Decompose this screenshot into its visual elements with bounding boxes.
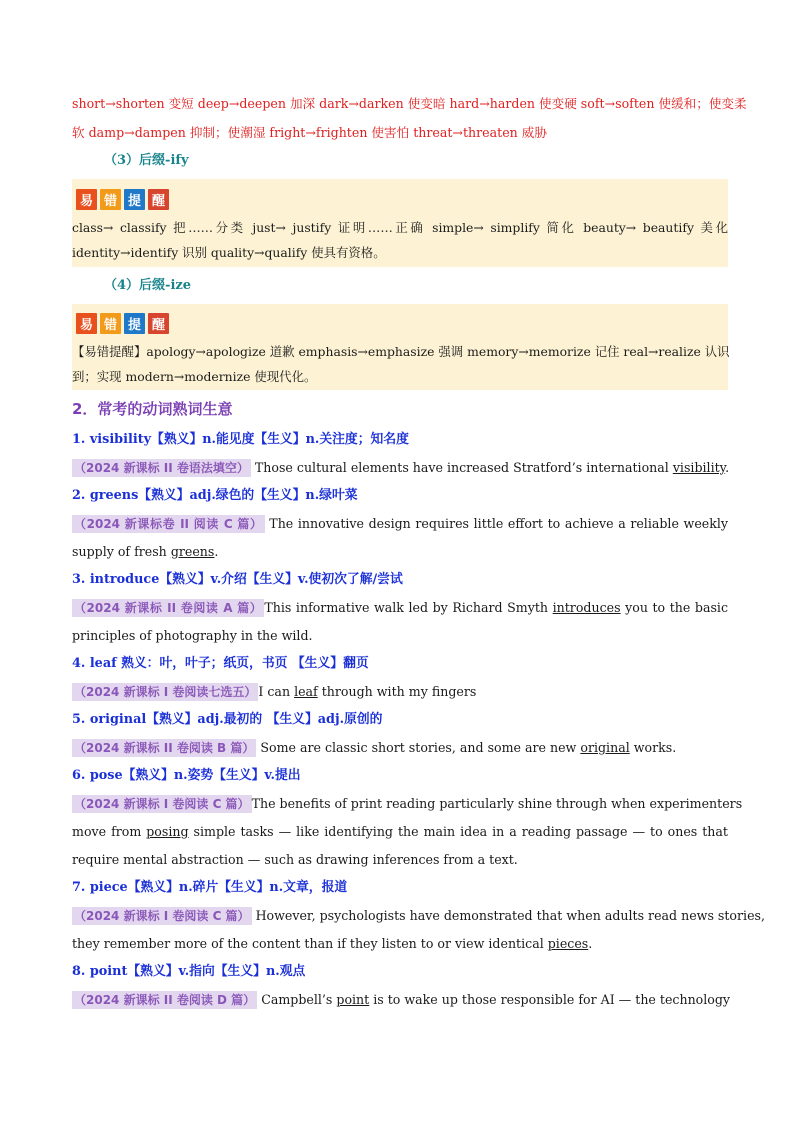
badge-cuo: 错: [100, 189, 121, 210]
badge-ti: 提: [124, 313, 145, 334]
badge-yi: 易: [76, 313, 97, 334]
tip-box-ize: [72, 304, 728, 390]
entry-example-pose-cont: move from posing simple tasks — like identifying the main idea in a reading passage — to ones that: [72, 824, 728, 839]
suffix-ize-heading: （4）后缀-ize: [104, 278, 192, 293]
badge-ti: 提: [124, 189, 145, 210]
target-word: greens: [170, 544, 215, 559]
entry-head-pose: 6. pose【熟义】n.姿势【生义】v.提出: [72, 768, 301, 783]
tip-ize-line-2: 到；实现 modern→modernize 使现代化。: [72, 369, 317, 384]
entry-head-introduce: 3. introduce【熟义】v.介绍【生义】v.使初次了解/尝试: [72, 572, 403, 587]
source-tag: （2024 新课标 II 卷阅读 B 篇）: [74, 741, 255, 755]
entry-example-pose: （2024 新课标 I 卷阅读 C 篇） The benefits of print reading particularly shine through when experimenters: [74, 796, 743, 811]
source-tag: （2024 新课标 II 卷语法填空）: [74, 461, 249, 475]
entry-example-pose-cont-2: require mental abstraction — such as drawing inferences from a text.: [72, 852, 518, 867]
tip-ize-line-1: 【易错提醒】apology→apologize 道歉 emphasis→emphasize 强调 memory→memorize 记住 real→realize 认识: [72, 344, 730, 359]
target-word: introduces: [552, 600, 621, 615]
tip-badges: [76, 313, 169, 334]
source-tag: （2024 新课标卷 II 阅读 C 篇）: [74, 517, 263, 531]
badge-cuo: 错: [100, 313, 121, 334]
badge-yi: 易: [76, 189, 97, 210]
target-word: pieces: [547, 936, 589, 951]
source-tag: （2024 新课标 I 卷阅读 C 篇）: [74, 909, 250, 923]
entry-example-introduce-cont: principles of photography in the wild.: [72, 628, 313, 643]
section-title: 2．常考的动词熟词生意: [72, 400, 233, 418]
badge-xing: 醒: [148, 313, 169, 334]
target-word: posing: [146, 824, 189, 839]
intro-line-2: 软 damp→dampen 抑制；使潮湿 fright→frighten 使害怕 threat→threaten 威胁: [72, 125, 547, 140]
target-word: visibility: [672, 460, 726, 475]
tip-badges: [76, 189, 169, 210]
entry-head-leaf: 4. leaf 熟义：叶，叶子；纸页，书页 【生义】翻页: [72, 656, 369, 671]
entry-head-greens: 2. greens【熟义】adj.绿色的【生义】n.绿叶菜: [72, 488, 358, 503]
entry-head-piece: 7. piece【熟义】n.碎片【生义】n.文章，报道: [72, 880, 348, 895]
badge-xing: 醒: [148, 189, 169, 210]
intro-line-1: short→shorten 变短 deep→deepen 加深 dark→darken 使变暗 hard→harden 使变硬 soft→soften 使缓和；使变柔: [72, 96, 747, 111]
source-tag: （2024 新课标 I 卷阅读七选五）: [74, 685, 257, 699]
entry-example-visibility: （2024 新课标 II 卷语法填空） Those cultural elements have increased Stratford’s international visibility.: [74, 460, 730, 475]
tip-ify-line-1: class→ classify 把……分类 just→ justify 证明……正确 simple→ simplify 简化 beauty→ beautify 美化: [72, 220, 728, 235]
entry-example-leaf: （2024 新课标 I 卷阅读七选五） I can leaf through with my fingers: [74, 684, 477, 699]
target-word: original: [580, 740, 630, 755]
suffix-ify-heading: （3）后缀-ify: [104, 153, 189, 168]
entry-example-greens: （2024 新课标卷 II 阅读 C 篇） The innovative design requires little effort to achieve a reliable weekly: [74, 516, 728, 531]
entry-example-original: （2024 新课标 II 卷阅读 B 篇） Some are classic short stories, and some are new original works.: [74, 740, 677, 755]
entry-example-piece: （2024 新课标 I 卷阅读 C 篇） However, psychologists have demonstrated that when adults read news stories,: [74, 908, 765, 923]
source-tag: （2024 新课标 II 卷阅读 A 篇）: [74, 601, 263, 615]
source-tag: （2024 新课标 II 卷阅读 D 篇）: [74, 993, 256, 1007]
entry-example-introduce: （2024 新课标 II 卷阅读 A 篇） This informative walk led by Richard Smyth introduces you to the basic: [74, 600, 729, 615]
entry-example-piece-cont: they remember more of the content than if they listen to or view identical pieces.: [72, 936, 593, 951]
tip-box-ify: [72, 179, 728, 267]
entry-example-greens-cont: supply of fresh greens.: [72, 544, 219, 559]
tip-ify-line-2: identity→identify 识别 quality→qualify 使具有资格。: [72, 245, 386, 260]
target-word: leaf: [294, 684, 318, 699]
target-word: point: [336, 992, 370, 1007]
entry-head-visibility: 1. visibility【熟义】n.能见度【生义】n.关注度；知名度: [72, 432, 409, 447]
entry-head-point: 8. point【熟义】v.指向【生义】n.观点: [72, 964, 306, 979]
entry-example-point: （2024 新课标 II 卷阅读 D 篇） Campbell’s point is to wake up those responsible for AI — the technology: [74, 992, 731, 1007]
source-tag: （2024 新课标 I 卷阅读 C 篇）: [74, 797, 250, 811]
entry-head-original: 5. original【熟义】adj.最初的 【生义】adj.原创的: [72, 712, 383, 727]
